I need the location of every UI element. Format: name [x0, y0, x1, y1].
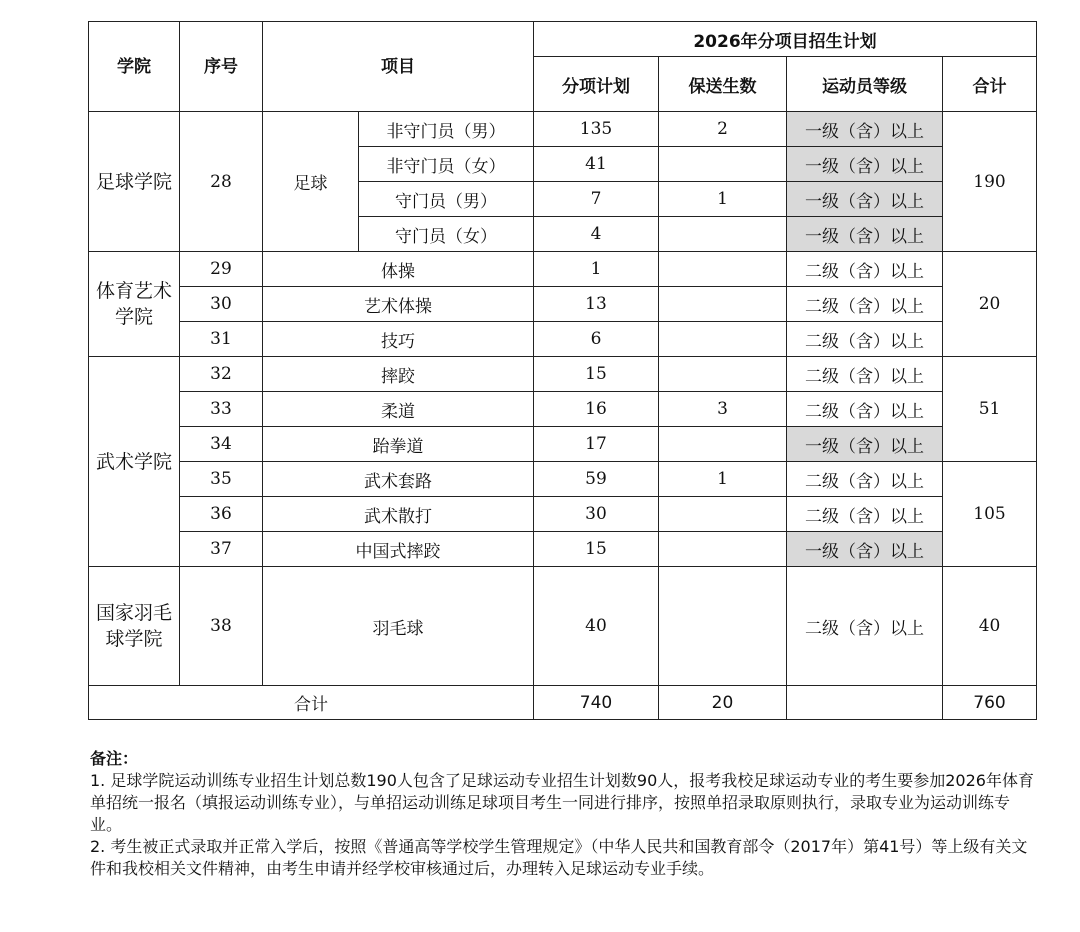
plan-cell: 135 — [534, 112, 659, 147]
sub-project-cell: 非守门员（男） — [359, 112, 534, 147]
enrollment-plan-table — [88, 21, 1037, 720]
notes-section — [90, 748, 1040, 880]
level-cell: 一级（含）以上 — [787, 182, 943, 217]
recommend-cell — [659, 357, 787, 392]
level-cell: 二级（含）以上 — [787, 322, 943, 357]
college-arts: 体育艺术学院 — [89, 252, 180, 357]
recommend-cell — [659, 287, 787, 322]
plan-cell: 6 — [534, 322, 659, 357]
project-cell: 体操 — [263, 252, 534, 287]
recommend-cell: 2 — [659, 112, 787, 147]
level-cell: 一级（含）以上 — [787, 532, 943, 567]
header-college: 学院 — [89, 22, 180, 112]
header-project: 项目 — [263, 22, 534, 112]
total-cell: 20 — [943, 252, 1037, 357]
seq-cell: 31 — [180, 322, 263, 357]
total-cell: 105 — [943, 462, 1037, 567]
project-cell: 武术散打 — [263, 497, 534, 532]
sub-project-cell: 守门员（男） — [359, 182, 534, 217]
plan-cell: 4 — [534, 217, 659, 252]
plan-cell: 15 — [534, 357, 659, 392]
sum-level — [787, 686, 943, 720]
level-cell: 二级（含）以上 — [787, 392, 943, 427]
table-row — [89, 497, 1037, 532]
seq-cell: 34 — [180, 427, 263, 462]
plan-cell: 13 — [534, 287, 659, 322]
note-2: 2. 考生被正式录取并正常入学后，按照《普通高等学校学生管理规定》（中华人民共和国教育部令（2017年）第41号）等上级有关文件和我校相关文件精神，由考生申请并经学校审核通过后，办理转入足球运动专业手续。 — [90, 837, 1028, 878]
table-row — [89, 252, 1037, 287]
level-cell: 二级（含）以上 — [787, 287, 943, 322]
sum-recommend: 20 — [659, 686, 787, 720]
table-row — [89, 427, 1037, 462]
project-cell: 足球 — [263, 112, 359, 252]
plan-cell: 15 — [534, 532, 659, 567]
recommend-cell — [659, 567, 787, 686]
recommend-cell — [659, 147, 787, 182]
project-cell: 羽毛球 — [263, 567, 534, 686]
seq-cell: 29 — [180, 252, 263, 287]
plan-cell: 59 — [534, 462, 659, 497]
table-row — [89, 357, 1037, 392]
notes-title: 备注： — [90, 749, 139, 768]
table-row — [89, 112, 1037, 147]
recommend-cell — [659, 427, 787, 462]
plan-cell: 17 — [534, 427, 659, 462]
recommend-cell — [659, 532, 787, 567]
header-total: 合计 — [943, 57, 1037, 112]
table-row — [89, 567, 1037, 686]
table-row — [89, 392, 1037, 427]
note-1: 1. 足球学院运动训练专业招生计划总数190人包含了足球运动专业招生计划数90人，报考我校足球运动专业的考生要参加2026年体育单招统一报名（填报运动训练专业），与单招运动训练足球项目考生一同进行排序，按照单招录取原则执行，录取专业为运动训练专业。 — [90, 771, 1034, 834]
level-cell: 一级（含）以上 — [787, 112, 943, 147]
table-row — [89, 462, 1037, 497]
seq-cell: 37 — [180, 532, 263, 567]
recommend-cell — [659, 252, 787, 287]
college-wushu: 武术学院 — [89, 357, 180, 567]
recommend-cell: 1 — [659, 182, 787, 217]
college-football: 足球学院 — [89, 112, 180, 252]
header-recommend: 保送生数 — [659, 57, 787, 112]
sum-plan: 740 — [534, 686, 659, 720]
sum-total: 760 — [943, 686, 1037, 720]
recommend-cell: 3 — [659, 392, 787, 427]
project-cell: 跆拳道 — [263, 427, 534, 462]
recommend-cell — [659, 497, 787, 532]
sum-row — [89, 686, 1037, 720]
project-cell: 柔道 — [263, 392, 534, 427]
seq-cell: 30 — [180, 287, 263, 322]
plan-cell: 16 — [534, 392, 659, 427]
level-cell: 一级（含）以上 — [787, 147, 943, 182]
seq-cell: 28 — [180, 112, 263, 252]
plan-cell: 30 — [534, 497, 659, 532]
sum-label: 合计 — [89, 686, 534, 720]
level-cell: 一级（含）以上 — [787, 427, 943, 462]
project-cell: 艺术体操 — [263, 287, 534, 322]
level-cell: 二级（含）以上 — [787, 252, 943, 287]
plan-cell: 40 — [534, 567, 659, 686]
table-row — [89, 287, 1037, 322]
table-row — [89, 532, 1037, 567]
header-plan-title: 2026年分项目招生计划 — [534, 22, 1037, 57]
project-cell: 摔跤 — [263, 357, 534, 392]
plan-cell: 7 — [534, 182, 659, 217]
table-row — [89, 322, 1037, 357]
college-badminton: 国家羽毛球学院 — [89, 567, 180, 686]
level-cell: 二级（含）以上 — [787, 357, 943, 392]
seq-cell: 32 — [180, 357, 263, 392]
seq-cell: 35 — [180, 462, 263, 497]
project-cell: 技巧 — [263, 322, 534, 357]
header-seq: 序号 — [180, 22, 263, 112]
recommend-cell — [659, 217, 787, 252]
header-athlete-level: 运动员等级 — [787, 57, 943, 112]
level-cell: 二级（含）以上 — [787, 462, 943, 497]
seq-cell: 36 — [180, 497, 263, 532]
header-sub-plan: 分项计划 — [534, 57, 659, 112]
level-cell: 二级（含）以上 — [787, 567, 943, 686]
seq-cell: 33 — [180, 392, 263, 427]
sub-project-cell: 非守门员（女） — [359, 147, 534, 182]
recommend-cell — [659, 322, 787, 357]
seq-cell: 38 — [180, 567, 263, 686]
sub-project-cell: 守门员（女） — [359, 217, 534, 252]
total-cell: 40 — [943, 567, 1037, 686]
project-cell: 中国式摔跤 — [263, 532, 534, 567]
plan-cell: 41 — [534, 147, 659, 182]
recommend-cell: 1 — [659, 462, 787, 497]
total-cell: 51 — [943, 357, 1037, 462]
project-cell: 武术套路 — [263, 462, 534, 497]
level-cell: 二级（含）以上 — [787, 497, 943, 532]
level-cell: 一级（含）以上 — [787, 217, 943, 252]
total-cell: 190 — [943, 112, 1037, 252]
plan-cell: 1 — [534, 252, 659, 287]
